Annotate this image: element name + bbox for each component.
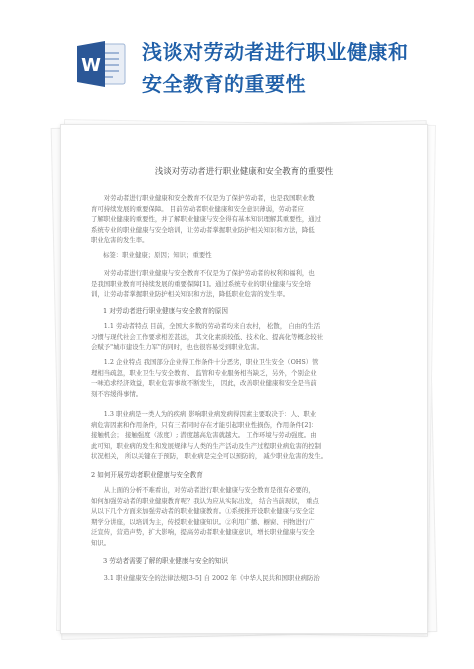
abstract-paragraph: 对劳动者进行职业健康和安全教育不仅是为了保护劳动者，也是我国职业教 育可持续发展的重要保障。 目前劳动者职业健康和安全意识薄弱，劳动者应 了解职业健康的重要性，并了解职业健康与安全得有基本知识理解其重要性，通过 系统专业的职业健康与安全培训，让劳动者掌握职业防护相关知识和方法，降低 职业危害的发生率。 <box>91 194 322 245</box>
keywords-line: 标签：职业健康；原因；知识；重要性 <box>103 251 212 259</box>
svg-text:W: W <box>81 55 101 76</box>
title-line-2: 安全教育的重要性 <box>142 72 306 96</box>
section-1-heading: 1 对劳动者进行职业健康与安全教育的原因 <box>103 307 228 315</box>
section-2-paragraph: 从上面的分析不难看出，对劳动者进行职业健康与安全教育是很有必要的， 如何加强劳动者的职业健康教育呢？我认为应从实际出发， 结合当前现状， 重点 从以下几个方面来加强劳动者的职业健康教育。①系统推开设职业健康与安全定 期学分讲座，以培训为主，传授职业健康知识。②利用广播、橱窗、刊物进行广 泛宣传，营造声势，扩大影响，提高劳动者职业健康意识，增长职业健康与安全 知识。 <box>91 486 319 547</box>
header <box>0 0 474 118</box>
intro-paragraph: 对劳动者进行职业健康与安全教育不仅是为了保护劳动者的权利和福利，也 是我国职业教育可持续发展的重要保障[1]。通过系统专业的职业健康与安全培 训，让劳动者掌握职业防护相关知识和方法，降低职业危害的发生率。 <box>91 269 315 299</box>
section-1-2-paragraph: 1.2 企业特点 我国部分企业得工作条件十分恶劣，职业卫生安全（OHS）管 理相当疏忽，职业卫生与安全教育、 监管和专业服务相当缺乏，另外，个别企业 一味追求经济效益，职业危害事故不断发生， 因此，改善职业健康和安全是当前 刻不容缓得事情。 <box>91 358 319 398</box>
title-line-1: 浅谈对劳动者进行职业健康和 <box>142 40 409 64</box>
section-3-heading: 3 劳动者需要了解的职业健康与安全的知识 <box>103 557 228 565</box>
section-1-3-paragraph: 1.3 职业病是一类人为的疾病 影响职业病发病得因素主要取决于：人、职业 病危害因素和作用条件，只有三者同时存在才能引起职业性损伤，作用条件[2]： 接触机会； 接触强度（浓度）; 潜度越高危害就越大。 工作环境与劳动强度。由 此可知，职业病的发生和发展规律与人类的生产活动及生产过程职业病危害的控制 状况相关， 所以关键在于预防， 职业病是完全可以预防的， 减少职业危害的发生。 <box>91 410 328 461</box>
section-3-1-paragraph: 3.1 职业健康安全的法律法规[3-5] 自 2002 年《中华人民共和国职业病防治 <box>103 574 320 582</box>
document-title: 浅谈对劳动者进行职业健康和安全教育的重要性 <box>154 167 334 177</box>
word-document-icon <box>75 38 127 90</box>
section-2-heading: 2 如何开展劳动者职业健康与安全教育 <box>91 471 203 479</box>
page-title <box>142 36 462 100</box>
document-page <box>60 124 428 634</box>
section-1-1-paragraph: 1.1 劳动者特点 目前，全国大多数的劳动者均来自农村， 松散， 自由的生活 习惯与现代社会工作要求相差甚远， 其文化素质较低、技术化、提高化等概念较社 会赋予"城市建设生力军"的同时，也也很容易受到职业危害。 <box>91 322 324 352</box>
